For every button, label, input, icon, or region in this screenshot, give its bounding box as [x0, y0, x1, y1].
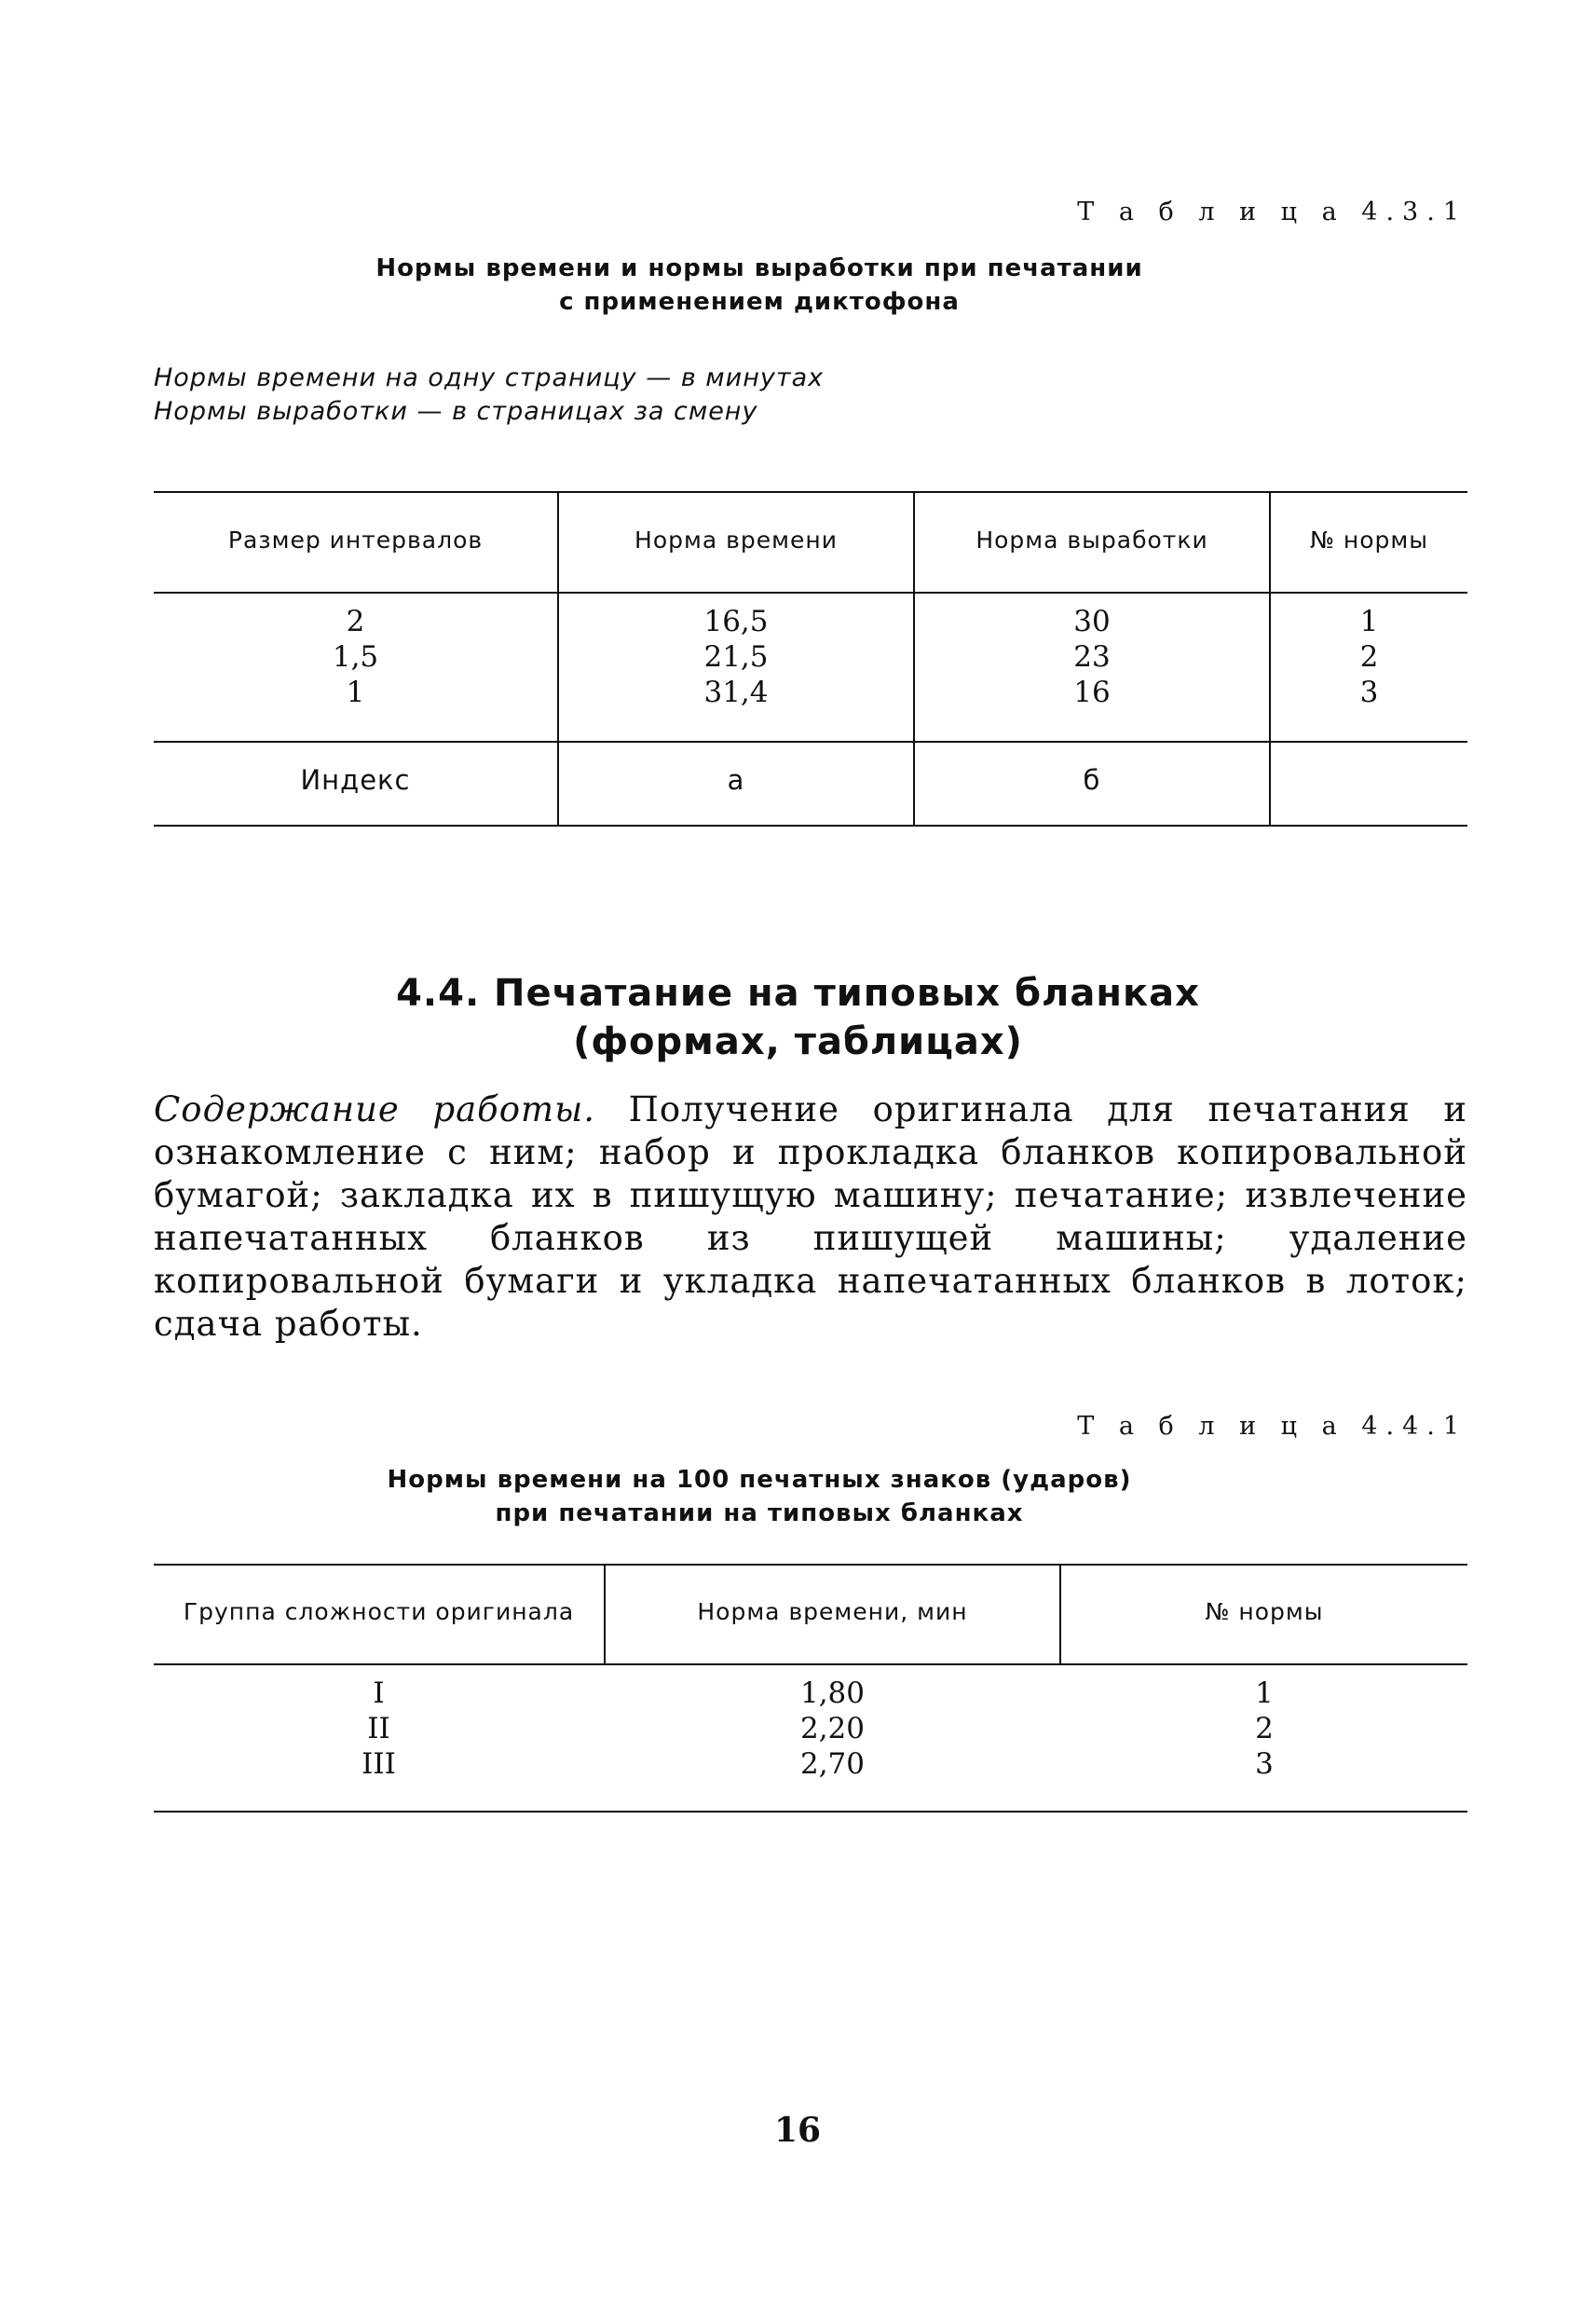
- units-line: Нормы выработки — в страницах за смену: [154, 397, 758, 426]
- table-cell: II: [367, 1712, 390, 1745]
- table-cell: 2: [346, 605, 365, 638]
- table-cell: 21,5: [703, 640, 769, 674]
- table-cell: 16,5: [703, 605, 769, 638]
- table-rule: [154, 1811, 1467, 1813]
- table-cell: б: [1083, 764, 1101, 796]
- table-cell: I: [373, 1676, 385, 1710]
- table-cell: 2,20: [799, 1712, 866, 1745]
- table-cell: 1,5: [332, 640, 379, 674]
- table-cell: 16: [1073, 676, 1111, 709]
- table-label: Т а б л и ц а 4.3.1: [1077, 198, 1467, 226]
- table-cell-column: [559, 604, 913, 710]
- table-cell: 3: [1359, 676, 1379, 709]
- column-header: Норма выработки: [975, 527, 1208, 554]
- table-cell-column: [154, 1676, 604, 1782]
- table-cell: 2: [1255, 1712, 1274, 1745]
- paragraph-text: Получение оригинала для печатания и ознакомление с ним; набор и прокладка бланков копировальной бумагой; закладка их в пишущую машину; печатание; извлечение напечатанных бланков из пишущей машины; удаление копировальной бумаги и укладка напечатанных бланков в лоток; сдача работы.: [154, 1089, 1467, 1344]
- table-cell: 2,70: [799, 1747, 866, 1781]
- table-units-note: [154, 362, 1179, 429]
- table-rule: [154, 1564, 1467, 1566]
- column-header: Размер интервалов: [227, 527, 484, 554]
- column-header: Группа сложности оригинала: [183, 1598, 575, 1625]
- paragraph-lead: Содержание работы.: [154, 1089, 596, 1129]
- table-cell: 31,4: [703, 676, 769, 709]
- table-title: [233, 252, 1286, 319]
- table-cell: III: [361, 1747, 396, 1781]
- index-row-label: Индекс: [300, 764, 411, 796]
- table-cell: 2: [1359, 640, 1379, 674]
- column-header: Норма времени: [634, 527, 838, 554]
- table-rule: [154, 1663, 1467, 1665]
- column-header: № нормы: [1205, 1598, 1324, 1625]
- table-title-line: при печатании на типовых бланках: [495, 1499, 1024, 1527]
- table-label: Т а б л и ц а 4.4.1: [1077, 1412, 1467, 1441]
- section-heading-line: 4.4. Печатание на типовых бланках: [396, 972, 1200, 1015]
- table-title-line: с применением диктофона: [559, 288, 960, 316]
- table-cell: 1: [346, 676, 365, 709]
- table-cell-column: [1061, 1676, 1467, 1782]
- table-cell: 1: [1255, 1676, 1274, 1710]
- table-title-line: Нормы времени на 100 печатных знаков (ударов): [387, 1466, 1132, 1494]
- column-header: Норма времени, мин: [697, 1598, 968, 1625]
- table-cell-column: [606, 1676, 1059, 1782]
- table-cell: 23: [1073, 640, 1111, 674]
- section-heading-line: (формах, таблицах): [573, 1020, 1023, 1063]
- table-cell-column: [1271, 604, 1467, 710]
- column-header: № нормы: [1309, 527, 1429, 554]
- units-line: Нормы времени на одну страницу — в минутах: [154, 363, 825, 392]
- section-heading: [186, 969, 1410, 1066]
- table-cell: 30: [1073, 605, 1111, 638]
- table-title-line: Нормы времени и нормы выработки при печатании: [375, 254, 1143, 282]
- page-number: 16: [773, 2111, 822, 2150]
- table-cell: 3: [1255, 1747, 1274, 1781]
- table-title: [233, 1463, 1286, 1530]
- body-paragraph: [154, 1088, 1467, 1346]
- table-cell-column: [915, 604, 1269, 710]
- table-cell: 1,80: [799, 1676, 866, 1710]
- table-cell-column: [154, 604, 557, 710]
- table-cell: 1: [1359, 605, 1379, 638]
- table-cell: а: [727, 764, 745, 796]
